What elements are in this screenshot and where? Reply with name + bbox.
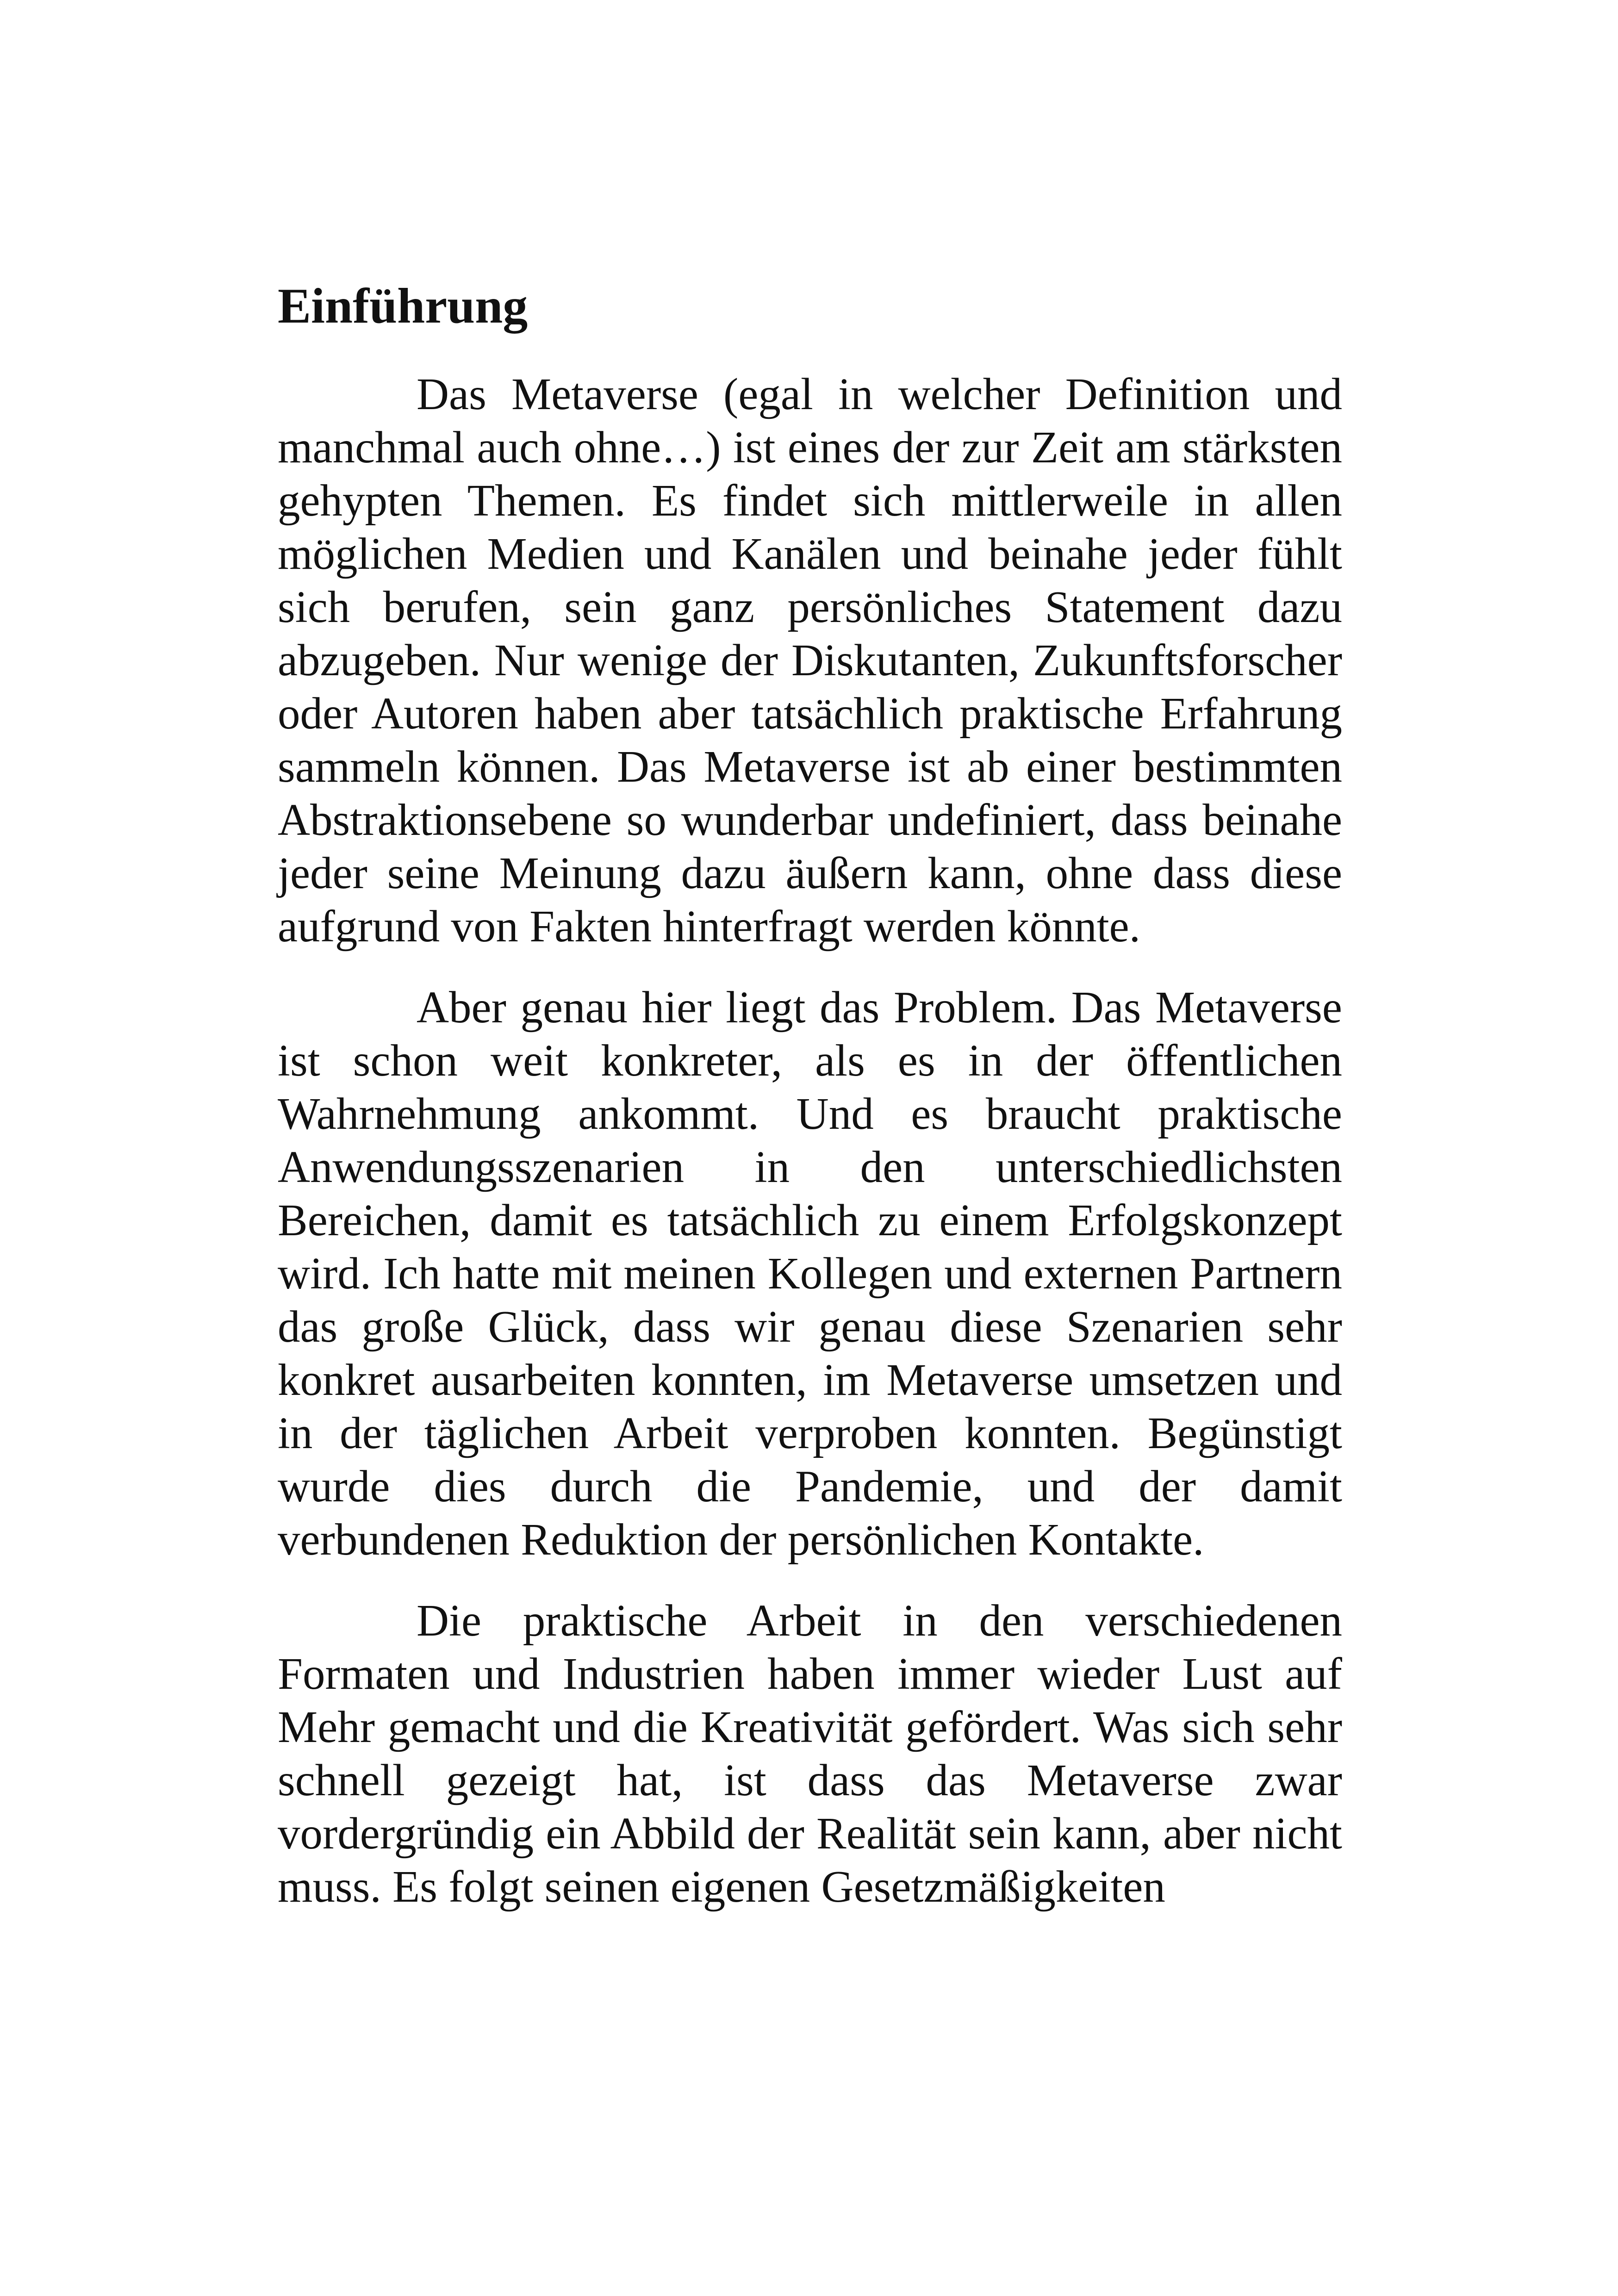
paragraph-2: Aber genau hier liegt das Problem. Das Metaverse ist schon weit konkreter, als es in der öffentlichen Wahrnehmung ankommt. Und es braucht praktische Anwendungsszenarien in den unterschiedlichsten Bereichen, damit es tatsächlich zu einem Erfolgskonzept wird. Ich hatte mit meinen Kollegen und externen Partnern das große Glück, dass wir genau diese Szenarien sehr konkret ausarbeiten konnten, im Metaverse umsetzen und in der täglichen Arbeit verproben konnten. Begünstigt wurde dies durch die Pandemie, und der damit verbundenen Reduktion der persönlichen Kontakte. [278, 983, 1342, 1565]
text-block [278, 278, 1342, 1913]
paragraph-1: Das Metaverse (egal in welcher Definition und manchmal auch ohne…) ist eines der zur Zeit am stärksten gehypten Themen. Es findet sich mittlerweile in allen möglichen Medien und Kanälen und beinahe jeder fühlt sich berufen, sein ganz persönliches Statement dazu abzugeben. Nur wenige der Diskutanten, Zukunftsforscher oder Autoren haben aber tatsächlich praktische Erfahrung sammeln können. Das Metaverse ist ab einer bestimmten Abstraktionsebene so wunderbar undefiniert, dass beinahe jeder seine Meinung dazu äußern kann, ohne dass diese aufgrund von Fakten hinterfragt werden könnte. [278, 369, 1342, 952]
chapter-heading: Einführung [278, 279, 528, 334]
paragraph-3: Die praktische Arbeit in den verschiedenen Formaten und Industrien haben immer wieder Lust auf Mehr gemacht und die Kreativität gefördert. Was sich sehr schnell gezeigt hat, ist dass das Metaverse zwar vordergründig ein Abbild der Realität sein kann, aber nicht muss. Es folgt seinen eigenen Gesetzmäßigkeiten [278, 1596, 1342, 1912]
